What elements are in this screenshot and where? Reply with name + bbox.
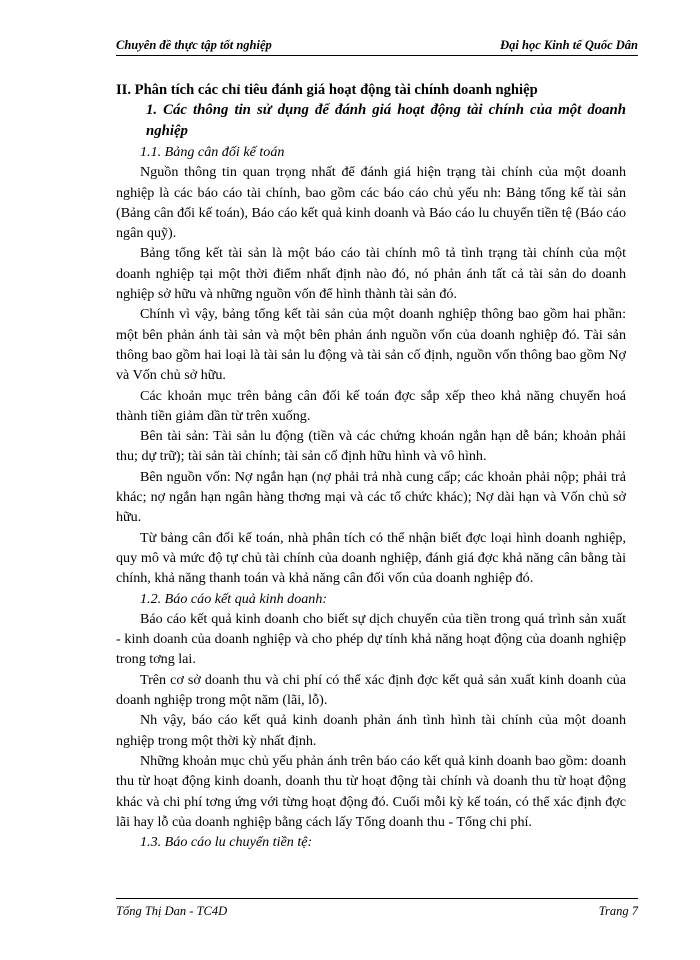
header-right-text: Đại học Kinh tế Quốc Dân: [500, 38, 638, 52]
page-number: Trang 7: [598, 904, 638, 918]
footer-divider: [116, 898, 638, 899]
heading-1-3: 1.3. Báo cáo lu chuyển tiền tệ:: [140, 834, 313, 851]
heading-1-1: 1.1. Bảng cân đối kế toán: [140, 144, 285, 160]
section-subtitle: 1. Các thông tin sử dụng để đánh giá hoạt động tài chính của một doanh nghiệp: [146, 102, 626, 139]
header-divider: [116, 55, 638, 56]
paragraph: Bên nguồn vốn: Nợ ngắn hạn (nợ phải trả nhà cung cấp; các khoản phải nộp; phải trả khác; nợ ngắn hạn ngân hàng thơng mại và các tổ chức khác); Nợ dài hạn và Vốn chủ sở hữu.: [116, 468, 626, 526]
paragraph: Từ bảng cân đối kế toán, nhà phân tích có thể nhận biết đợc loại hình doanh nghiệp, quy mô và mức độ tự chủ tài chính của doanh nghiệp, đánh giá đợc khả năng cân bằng tài chính, khả năng thanh toán và khả năng cân đối vốn của doanh nghiệp đó.: [116, 529, 626, 587]
paragraph: Báo cáo kết quả kinh doanh cho biết sự dịch chuyển của tiền trong quá trình sản xuất - kinh doanh của doanh nghiệp và cho phép dự tính khả năng hoạt động của doanh nghiệp trong tơng lai.: [116, 610, 626, 668]
paragraph: Bên tài sản: Tài sản lu động (tiền và các chứng khoán ngắn hạn dễ bán; khoản phải thu; dự trữ); tài sản tài chính; tài sản cố định hữu hình và vô hình.: [116, 428, 626, 465]
paragraph: Nh vậy, báo cáo kết quả kinh doanh phản ánh tình hình tài chính của một doanh nghiệp trong một thời kỳ nhất định.: [116, 712, 626, 749]
page-body: [116, 80, 626, 852]
section-title: II. Phân tích các chỉ tiêu đánh giá hoạt động tài chính doanh nghiệp: [116, 82, 538, 98]
paragraph: Chính vì vậy, bảng tổng kết tài sản của một doanh nghiệp thông bao gồm hai phần: một bên phản ánh tài sản và một bên phản ánh nguồn vốn của doanh nghiệp đó. Tài sản thông bao gồm hai loại là tài sản lu động và tài sản cố định, nguồn vốn thông bao gồm Nợ và Vốn chủ sở hữu.: [116, 306, 626, 384]
heading-1-2: 1.2. Báo cáo kết quả kinh doanh:: [140, 590, 328, 607]
page-footer: [116, 904, 638, 919]
page-header: [116, 38, 638, 53]
paragraph: Những khoản mục chủ yếu phản ánh trên báo cáo kết quả kinh doanh bao gồm: doanh thu từ hoạt động kinh doanh, doanh thu từ hoạt động tài chính và doanh thu từ hoạt động khác và chi phí tơng ứng với từng hoạt động đó. Cuối mỗi kỳ kế toán, có thể xác định đợc lãi hay lỗ của doanh nghiệp bằng cách lấy Tổng doanh thu - Tổng chi phí.: [116, 752, 626, 830]
header-left-text: Chuyên đề thực tập tốt nghiệp: [116, 38, 272, 52]
footer-author: Tống Thị Dan - TC4D: [116, 904, 228, 918]
paragraph: Trên cơ sở doanh thu và chi phí có thể xác định đợc kết quả sản xuất kinh doanh của doanh nghiệp trong một năm (lãi, lỗ).: [116, 671, 626, 709]
paragraph: Bảng tổng kết tài sản là một báo cáo tài chính mô tả tình trạng tài chính của một doanh nghiệp tại một thời điểm nhất định nào đó, nó phản ánh tất cả tài sản do doanh nghiệp sở hữu và những nguồn vốn để hình thành tài sản đó.: [116, 245, 626, 303]
paragraph: Nguồn thông tin quan trọng nhất để đánh giá hiện trạng tài chính của một doanh nghiệp là các báo cáo tài chính, bao gồm các báo cáo chủ yếu nh: Bảng tổng kế tài sản (Bảng cân đối kế toán), Báo cáo kết quả kinh doanh và Báo cáo lu chuyển tiền tệ (Báo cáo ngân quỹ).: [116, 164, 626, 242]
paragraph: Các khoản mục trên bảng cân đối kế toán đợc sắp xếp theo khả năng chuyển hoá thành tiền giảm dần từ trên xuống.: [116, 387, 626, 424]
